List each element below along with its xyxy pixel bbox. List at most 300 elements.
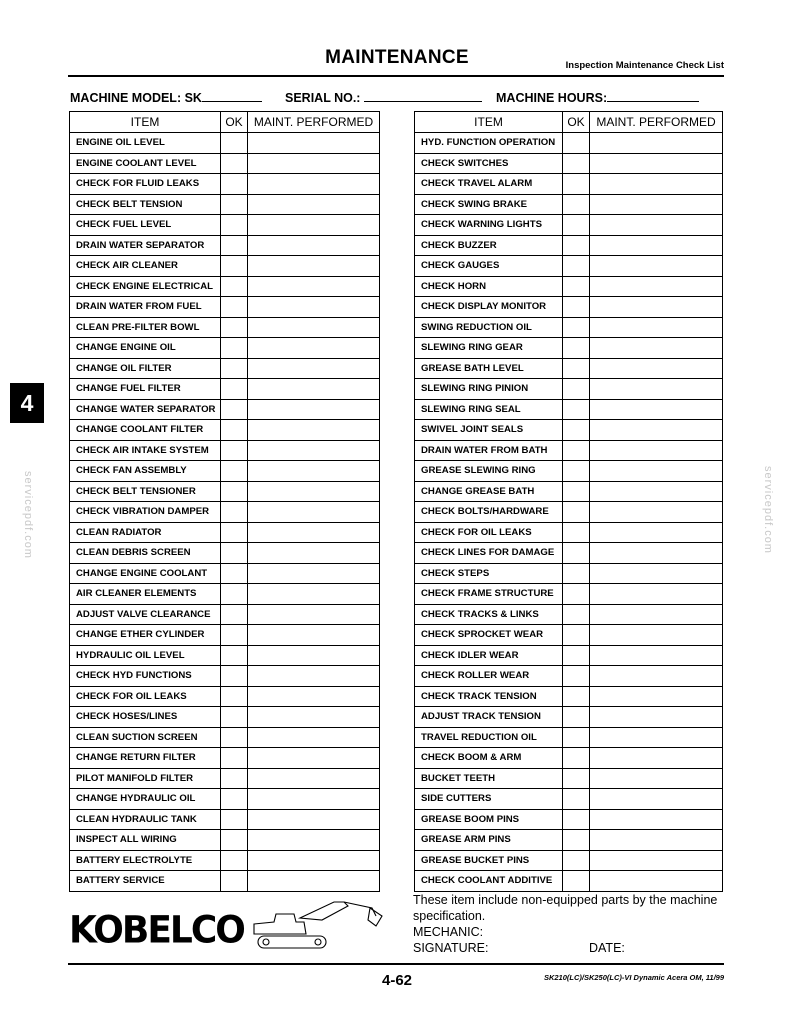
maint-performed-cell[interactable] <box>590 830 723 851</box>
footer-reference: SK210(LC)/SK250(LC)-VI Dynamic Acera OM, 11/99 <box>543 973 724 982</box>
table-row <box>70 481 380 502</box>
machine-model-blank[interactable] <box>202 89 262 102</box>
ok-checkbox-cell[interactable] <box>563 379 590 400</box>
maint-performed-cell[interactable] <box>248 522 380 543</box>
ok-checkbox-cell[interactable] <box>221 830 248 851</box>
item-label: SWING REDUCTION OIL <box>415 317 563 338</box>
table-row <box>415 399 723 420</box>
maint-performed-cell[interactable] <box>590 707 723 728</box>
item-column-header: ITEM <box>70 112 221 133</box>
machine-hours-label: MACHINE HOURS: <box>496 91 608 105</box>
item-label: TRAVEL REDUCTION OIL <box>415 727 563 748</box>
maint-performed-cell[interactable] <box>590 850 723 871</box>
table-row <box>70 399 380 420</box>
ok-checkbox-cell[interactable] <box>563 830 590 851</box>
table-row <box>70 358 380 379</box>
table-header-row <box>415 112 723 133</box>
maint-performed-cell[interactable] <box>248 871 380 892</box>
item-label: CHECK TRACK TENSION <box>415 686 563 707</box>
top-divider <box>68 75 724 77</box>
table-row <box>70 748 380 769</box>
maint-performed-cell[interactable] <box>590 727 723 748</box>
item-label: DRAIN WATER FROM BATH <box>415 440 563 461</box>
table-row <box>70 727 380 748</box>
ok-checkbox-cell[interactable] <box>221 338 248 359</box>
item-label: ENGINE COOLANT LEVEL <box>70 153 221 174</box>
ok-checkbox-cell[interactable] <box>563 871 590 892</box>
ok-checkbox-cell[interactable] <box>563 338 590 359</box>
ok-checkbox-cell[interactable] <box>221 809 248 830</box>
ok-checkbox-cell[interactable] <box>563 317 590 338</box>
ok-checkbox-cell[interactable] <box>221 194 248 215</box>
table-row <box>70 604 380 625</box>
ok-checkbox-cell[interactable] <box>563 645 590 666</box>
ok-checkbox-cell[interactable] <box>221 768 248 789</box>
maint-performed-cell[interactable] <box>248 194 380 215</box>
item-label: ADJUST VALVE CLEARANCE <box>70 604 221 625</box>
item-label: CHECK AIR INTAKE SYSTEM <box>70 440 221 461</box>
table-row <box>70 317 380 338</box>
table-row <box>415 604 723 625</box>
maint-performed-cell[interactable] <box>248 748 380 769</box>
ok-checkbox-cell[interactable] <box>563 194 590 215</box>
maint-performed-cell[interactable] <box>590 789 723 810</box>
item-label: CHECK COOLANT ADDITIVE <box>415 871 563 892</box>
ok-checkbox-cell[interactable] <box>221 522 248 543</box>
maint-performed-cell[interactable] <box>590 563 723 584</box>
table-row <box>415 133 723 154</box>
maint-performed-cell[interactable] <box>590 502 723 523</box>
machine-hours-blank[interactable] <box>607 89 699 102</box>
ok-checkbox-cell[interactable] <box>221 358 248 379</box>
table-row <box>70 584 380 605</box>
maint-performed-cell[interactable] <box>248 768 380 789</box>
table-row <box>415 789 723 810</box>
table-row <box>415 215 723 236</box>
checklist-table-right <box>414 111 723 892</box>
maint-column-header: MAINT. PERFORMED <box>248 112 380 133</box>
ok-checkbox-cell[interactable] <box>563 174 590 195</box>
item-label: CLEAN DEBRIS SCREEN <box>70 543 221 564</box>
ok-checkbox-cell[interactable] <box>221 666 248 687</box>
table-row <box>415 297 723 318</box>
ok-checkbox-cell[interactable] <box>563 686 590 707</box>
maint-column-header: MAINT. PERFORMED <box>590 112 723 133</box>
table-row <box>415 871 723 892</box>
ok-checkbox-cell[interactable] <box>221 645 248 666</box>
ok-checkbox-cell[interactable] <box>221 461 248 482</box>
ok-checkbox-cell[interactable] <box>221 850 248 871</box>
table-row <box>415 727 723 748</box>
maint-performed-cell[interactable] <box>590 461 723 482</box>
table-row <box>70 789 380 810</box>
table-row <box>70 645 380 666</box>
item-label: GREASE BATH LEVEL <box>415 358 563 379</box>
table-row <box>70 625 380 646</box>
table-row <box>415 543 723 564</box>
maint-performed-cell[interactable] <box>590 481 723 502</box>
page-number: 4-62 <box>381 972 413 989</box>
item-label: SWIVEL JOINT SEALS <box>415 420 563 441</box>
item-label: GREASE BOOM PINS <box>415 809 563 830</box>
table-row <box>415 481 723 502</box>
table-row <box>415 276 723 297</box>
item-label: CHECK BUZZER <box>415 235 563 256</box>
maint-performed-cell[interactable] <box>590 440 723 461</box>
table-row <box>415 584 723 605</box>
maint-performed-cell[interactable] <box>248 666 380 687</box>
ok-checkbox-cell[interactable] <box>563 215 590 236</box>
item-label: CHANGE ETHER CYLINDER <box>70 625 221 646</box>
ok-checkbox-cell[interactable] <box>563 440 590 461</box>
table-row <box>415 748 723 769</box>
ok-checkbox-cell[interactable] <box>221 174 248 195</box>
table-row <box>70 440 380 461</box>
table-row <box>415 461 723 482</box>
ok-checkbox-cell[interactable] <box>563 625 590 646</box>
maint-performed-cell[interactable] <box>590 768 723 789</box>
ok-column-header: OK <box>563 112 590 133</box>
maint-performed-cell[interactable] <box>248 563 380 584</box>
checklist-table-left <box>69 111 380 892</box>
ok-checkbox-cell[interactable] <box>563 748 590 769</box>
table-row <box>70 338 380 359</box>
table-row <box>70 461 380 482</box>
item-label: CLEAN SUCTION SCREEN <box>70 727 221 748</box>
item-label: CHECK IDLER WEAR <box>415 645 563 666</box>
maint-performed-cell[interactable] <box>248 461 380 482</box>
table-row <box>415 317 723 338</box>
maint-performed-cell[interactable] <box>248 584 380 605</box>
maint-performed-cell[interactable] <box>590 584 723 605</box>
ok-checkbox-cell[interactable] <box>563 727 590 748</box>
ok-checkbox-cell[interactable] <box>221 502 248 523</box>
maint-performed-cell[interactable] <box>590 666 723 687</box>
table-row <box>70 809 380 830</box>
table-row <box>415 256 723 277</box>
ok-checkbox-cell[interactable] <box>221 481 248 502</box>
maint-performed-cell[interactable] <box>590 276 723 297</box>
table-row <box>415 502 723 523</box>
ok-checkbox-cell[interactable] <box>221 707 248 728</box>
ok-checkbox-cell[interactable] <box>221 256 248 277</box>
table-row <box>70 174 380 195</box>
ok-checkbox-cell[interactable] <box>221 584 248 605</box>
item-label: DRAIN WATER FROM FUEL <box>70 297 221 318</box>
table-row <box>70 235 380 256</box>
table-row <box>70 215 380 236</box>
table-row <box>70 563 380 584</box>
item-label: CHECK STEPS <box>415 563 563 584</box>
item-label: CHECK FUEL LEVEL <box>70 215 221 236</box>
item-label: ENGINE OIL LEVEL <box>70 133 221 154</box>
ok-checkbox-cell[interactable] <box>563 358 590 379</box>
item-label: SLEWING RING SEAL <box>415 399 563 420</box>
maint-performed-cell[interactable] <box>590 645 723 666</box>
item-label: CHECK FRAME STRUCTURE <box>415 584 563 605</box>
item-label: CLEAN PRE-FILTER BOWL <box>70 317 221 338</box>
maint-performed-cell[interactable] <box>590 215 723 236</box>
date-label: DATE: <box>589 941 625 955</box>
table-row <box>415 645 723 666</box>
item-label: CHECK DISPLAY MONITOR <box>415 297 563 318</box>
ok-checkbox-cell[interactable] <box>221 276 248 297</box>
item-label: CLEAN RADIATOR <box>70 522 221 543</box>
ok-checkbox-cell[interactable] <box>221 440 248 461</box>
table-row <box>70 194 380 215</box>
item-label: BUCKET TEETH <box>415 768 563 789</box>
maint-performed-cell[interactable] <box>248 789 380 810</box>
item-label: CHECK HOSES/LINES <box>70 707 221 728</box>
ok-checkbox-cell[interactable] <box>563 153 590 174</box>
maint-performed-cell[interactable] <box>248 830 380 851</box>
ok-checkbox-cell[interactable] <box>563 256 590 277</box>
item-label: HYDRAULIC OIL LEVEL <box>70 645 221 666</box>
ok-checkbox-cell[interactable] <box>221 789 248 810</box>
ok-checkbox-cell[interactable] <box>221 625 248 646</box>
item-label: CHANGE ENGINE COOLANT <box>70 563 221 584</box>
maint-performed-cell[interactable] <box>590 625 723 646</box>
ok-checkbox-cell[interactable] <box>563 522 590 543</box>
maint-performed-cell[interactable] <box>248 174 380 195</box>
item-label: CHECK SWING BRAKE <box>415 194 563 215</box>
ok-checkbox-cell[interactable] <box>221 235 248 256</box>
maint-performed-cell[interactable] <box>590 174 723 195</box>
table-row <box>415 686 723 707</box>
item-label: CHECK BOLTS/HARDWARE <box>415 502 563 523</box>
item-label: CHANGE HYDRAULIC OIL <box>70 789 221 810</box>
item-column-header: ITEM <box>415 112 563 133</box>
ok-checkbox-cell[interactable] <box>563 502 590 523</box>
maint-performed-cell[interactable] <box>590 809 723 830</box>
item-label: CHECK FAN ASSEMBLY <box>70 461 221 482</box>
watermark-left: servicepdf.com <box>22 471 34 559</box>
item-label: GREASE BUCKET PINS <box>415 850 563 871</box>
maint-performed-cell[interactable] <box>248 399 380 420</box>
table-row <box>415 420 723 441</box>
maint-performed-cell[interactable] <box>248 625 380 646</box>
item-label: CHECK FOR OIL LEAKS <box>70 686 221 707</box>
table-row <box>415 666 723 687</box>
ok-checkbox-cell[interactable] <box>563 707 590 728</box>
table-row <box>415 768 723 789</box>
maint-performed-cell[interactable] <box>590 420 723 441</box>
item-label: CHECK WARNING LIGHTS <box>415 215 563 236</box>
maint-performed-cell[interactable] <box>590 379 723 400</box>
item-label: CHECK AIR CLEANER <box>70 256 221 277</box>
table-row <box>415 850 723 871</box>
ok-checkbox-cell[interactable] <box>563 420 590 441</box>
item-label: CHECK BOOM & ARM <box>415 748 563 769</box>
maint-performed-cell[interactable] <box>248 235 380 256</box>
notes-block <box>413 892 733 956</box>
maint-performed-cell[interactable] <box>248 379 380 400</box>
maint-performed-cell[interactable] <box>248 215 380 236</box>
maint-performed-cell[interactable] <box>248 297 380 318</box>
table-row <box>70 502 380 523</box>
maint-performed-cell[interactable] <box>590 317 723 338</box>
ok-checkbox-cell[interactable] <box>563 666 590 687</box>
table-row <box>415 194 723 215</box>
maint-performed-cell[interactable] <box>590 338 723 359</box>
item-label: DRAIN WATER SEPARATOR <box>70 235 221 256</box>
table-row <box>70 707 380 728</box>
item-label: CHECK TRACKS & LINKS <box>415 604 563 625</box>
ok-checkbox-cell[interactable] <box>221 871 248 892</box>
maint-performed-cell[interactable] <box>248 256 380 277</box>
ok-checkbox-cell[interactable] <box>563 297 590 318</box>
maint-performed-cell[interactable] <box>590 153 723 174</box>
ok-checkbox-cell[interactable] <box>563 133 590 154</box>
item-label: CHANGE RETURN FILTER <box>70 748 221 769</box>
item-label: CHECK BELT TENSIONER <box>70 481 221 502</box>
table-row <box>415 625 723 646</box>
ok-checkbox-cell[interactable] <box>563 276 590 297</box>
item-label: CHECK HORN <box>415 276 563 297</box>
maint-performed-cell[interactable] <box>590 543 723 564</box>
ok-checkbox-cell[interactable] <box>221 133 248 154</box>
maint-performed-cell[interactable] <box>248 153 380 174</box>
maint-performed-cell[interactable] <box>248 133 380 154</box>
page-subtitle: Inspection Maintenance Check List <box>565 60 724 71</box>
ok-checkbox-cell[interactable] <box>563 481 590 502</box>
maint-performed-cell[interactable] <box>248 850 380 871</box>
maint-performed-cell[interactable] <box>590 522 723 543</box>
maint-performed-cell[interactable] <box>248 420 380 441</box>
ok-checkbox-cell[interactable] <box>221 317 248 338</box>
item-label: SLEWING RING PINION <box>415 379 563 400</box>
maint-performed-cell[interactable] <box>248 686 380 707</box>
signature-label: SIGNATURE: <box>413 941 489 955</box>
ok-checkbox-cell[interactable] <box>221 604 248 625</box>
item-label: INSPECT ALL WIRING <box>70 830 221 851</box>
ok-checkbox-cell[interactable] <box>563 584 590 605</box>
maint-performed-cell[interactable] <box>248 502 380 523</box>
ok-checkbox-cell[interactable] <box>563 789 590 810</box>
item-label: CHECK GAUGES <box>415 256 563 277</box>
maint-performed-cell[interactable] <box>590 748 723 769</box>
maint-performed-cell[interactable] <box>248 543 380 564</box>
ok-checkbox-cell[interactable] <box>563 563 590 584</box>
bottom-divider <box>68 963 724 965</box>
ok-checkbox-cell[interactable] <box>221 215 248 236</box>
maint-performed-cell[interactable] <box>590 235 723 256</box>
item-label: BATTERY SERVICE <box>70 871 221 892</box>
table-row <box>70 297 380 318</box>
table-row <box>70 256 380 277</box>
excavator-icon <box>244 896 384 956</box>
ok-checkbox-cell[interactable] <box>221 543 248 564</box>
serial-number-label: SERIAL NO.: <box>285 91 361 105</box>
ok-checkbox-cell[interactable] <box>563 809 590 830</box>
item-label: CHECK HYD FUNCTIONS <box>70 666 221 687</box>
item-label: CHANGE FUEL FILTER <box>70 379 221 400</box>
ok-checkbox-cell[interactable] <box>221 420 248 441</box>
maint-performed-cell[interactable] <box>248 707 380 728</box>
maint-performed-cell[interactable] <box>248 809 380 830</box>
mechanic-label: MECHANIC: <box>413 925 484 939</box>
ok-checkbox-cell[interactable] <box>221 399 248 420</box>
ok-checkbox-cell[interactable] <box>563 399 590 420</box>
machine-model-field <box>70 89 262 105</box>
maint-performed-cell[interactable] <box>590 871 723 892</box>
ok-checkbox-cell[interactable] <box>563 461 590 482</box>
maint-performed-cell[interactable] <box>590 297 723 318</box>
item-label: CHANGE GREASE BATH <box>415 481 563 502</box>
ok-checkbox-cell[interactable] <box>563 543 590 564</box>
item-label: CHECK SWITCHES <box>415 153 563 174</box>
maint-performed-cell[interactable] <box>248 358 380 379</box>
item-label: CHANGE WATER SEPARATOR <box>70 399 221 420</box>
item-label: CHECK VIBRATION DAMPER <box>70 502 221 523</box>
kobelco-logo: KOBELCO <box>69 908 244 953</box>
item-label: CHANGE ENGINE OIL <box>70 338 221 359</box>
ok-checkbox-cell[interactable] <box>221 379 248 400</box>
table-row <box>415 358 723 379</box>
table-row <box>70 522 380 543</box>
maint-performed-cell[interactable] <box>590 604 723 625</box>
ok-column-header: OK <box>221 112 248 133</box>
item-label: HYD. FUNCTION OPERATION <box>415 133 563 154</box>
ok-checkbox-cell[interactable] <box>221 563 248 584</box>
maint-performed-cell[interactable] <box>590 194 723 215</box>
serial-number-blank[interactable] <box>364 89 482 102</box>
ok-checkbox-cell[interactable] <box>221 748 248 769</box>
item-label: CHECK TRAVEL ALARM <box>415 174 563 195</box>
item-label: CHANGE OIL FILTER <box>70 358 221 379</box>
maint-performed-cell[interactable] <box>590 133 723 154</box>
table-row <box>415 235 723 256</box>
signature-row <box>413 940 733 956</box>
machine-hours-field <box>496 89 699 105</box>
table-row <box>70 543 380 564</box>
ok-checkbox-cell[interactable] <box>563 768 590 789</box>
maint-performed-cell[interactable] <box>590 686 723 707</box>
ok-checkbox-cell[interactable] <box>221 297 248 318</box>
maint-performed-cell[interactable] <box>248 338 380 359</box>
ok-checkbox-cell[interactable] <box>221 686 248 707</box>
table-row <box>70 768 380 789</box>
maint-performed-cell[interactable] <box>248 317 380 338</box>
maint-performed-cell[interactable] <box>590 256 723 277</box>
item-label: CHECK FOR FLUID LEAKS <box>70 174 221 195</box>
table-row <box>70 871 380 892</box>
maint-performed-cell[interactable] <box>590 399 723 420</box>
table-row <box>415 153 723 174</box>
item-label: CHECK ENGINE ELECTRICAL <box>70 276 221 297</box>
maint-performed-cell[interactable] <box>248 440 380 461</box>
ok-checkbox-cell[interactable] <box>563 235 590 256</box>
table-row <box>415 379 723 400</box>
table-row <box>415 563 723 584</box>
table-row <box>415 440 723 461</box>
maint-performed-cell[interactable] <box>248 276 380 297</box>
ok-checkbox-cell[interactable] <box>221 727 248 748</box>
maint-performed-cell[interactable] <box>248 604 380 625</box>
watermark-right: servicepdf.com <box>762 466 774 554</box>
maint-performed-cell[interactable] <box>248 727 380 748</box>
maint-performed-cell[interactable] <box>248 481 380 502</box>
ok-checkbox-cell[interactable] <box>563 604 590 625</box>
ok-checkbox-cell[interactable] <box>221 153 248 174</box>
item-label: CLEAN HYDRAULIC TANK <box>70 809 221 830</box>
item-label: SIDE CUTTERS <box>415 789 563 810</box>
table-row <box>70 420 380 441</box>
item-label: CHECK FOR OIL LEAKS <box>415 522 563 543</box>
ok-checkbox-cell[interactable] <box>563 850 590 871</box>
maint-performed-cell[interactable] <box>248 645 380 666</box>
maint-performed-cell[interactable] <box>590 358 723 379</box>
